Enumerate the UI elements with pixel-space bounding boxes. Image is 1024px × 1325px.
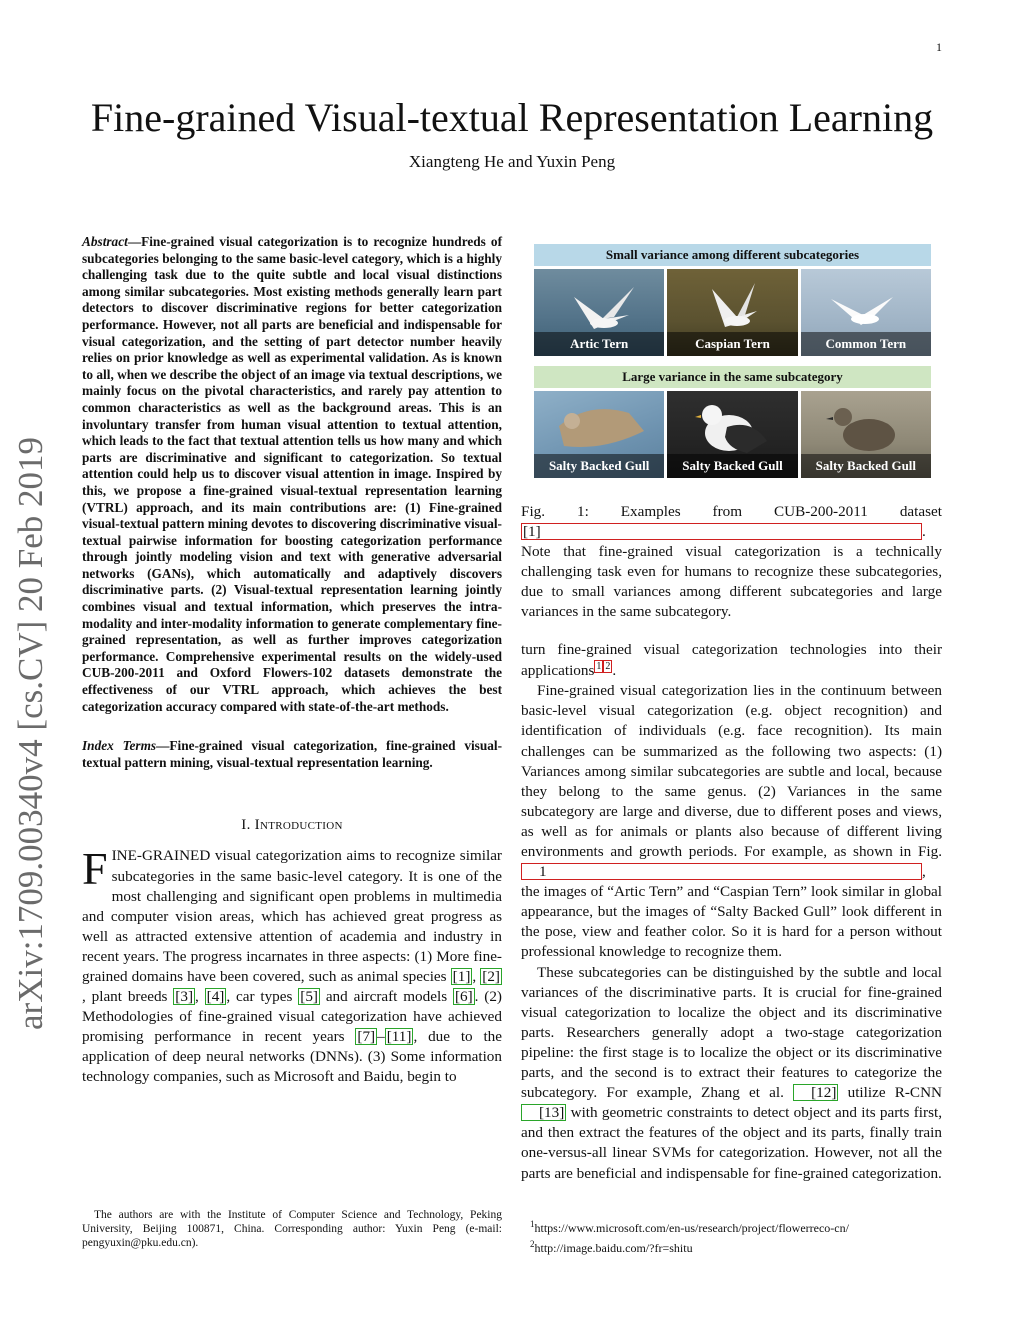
gull-label: Salty Backed Gull — [534, 454, 664, 478]
body-text: Fine-grained visual categorization lies in the continuum between basic-level visual categorization (e.g. object recognition) and identification of individuals (e.g. face recognition). Its main challenges can be summarized as the following two aspects: (1) Variances among similar subcategories are subtle and local, because they belong to the same genus. (2) Variances in the same subcategory are large and diverse, due to different poses and views, as well as for animals or plants also because of different living environments and growth periods. For example, as shown in Fig. — [521, 682, 942, 860]
url-footnotes — [530, 1216, 950, 1256]
body-text: . — [612, 662, 617, 680]
figure-1 — [534, 244, 931, 488]
caption-text: . Note that fine-grained visual categorization is a technically challenging task even for humans to recognize these subcategories, due to small variances among different subcategories and large variances in the same subcategory. — [521, 523, 942, 621]
footnote-url[interactable]: http://image.baidu.com/?fr=shitu — [534, 1241, 693, 1255]
body-text: with geometric constraints to detect object and its parts first, and then extract the features of the object and its parts, finally train one-versus-all linear SVMs for categorization. However, not all the parts are beneficial and indispensable for fine-grained categorization. — [521, 1104, 942, 1182]
separator: , — [195, 988, 205, 1006]
right-column — [521, 640, 942, 1184]
abstract-label: Abstract — [82, 234, 128, 249]
abstract-text: —Fine-grained visual categorization is to recognize hundreds of subcategories belonging to the same basic-level category, which is a highly challenging task due to the quite subtle and local visual distinctions among similar subcategories. Most existing methods generally learn part detectors to discover discriminative regions for better categorization performance. However, not all parts are beneficial and indispensable for visual categorization, and the setting of part detector number heavily relies on prior knowledge as well as experimental validation. As is known to all, when we describe the object of an image via textual descriptions, we mainly focus on the pivotal characteristics, and rarely pay attention to common characteristics as well as the background areas. This is an involuntary transfer from human visual attention to textual attention, which leads to the fact that textual attention tells us how many and which parts are discriminative and significant to categorization. So textual attention could help us to discover visual attention in image. Inspired by this, we propose a fine-grained visual-textual representation learning (VTRL) approach, and its main contributions are: (1) Fine-grained visual-textual pattern mining devotes to discovering discriminative visual-textual pairwise information for boosting categorization performance through jointly modeling vision and text with generative adversarial networks (GANs), which automatically and adaptively discovers discriminative parts. (2) Visual-textual representation learning jointly combines visual and textual information, which preserves the intra-modality and inter-modality information to generate complementary fine-grained representation, as well as further improves categorization performance. Comprehensive experimental results on the widely-used CUB-200-2011 and Oxford Flowers-102 datasets demonstrate the effectiveness of our VTRL approach, which achieves the best categorization accuracy compared with state-of-the-art methods. — [82, 234, 502, 714]
page-number: 1 — [936, 40, 942, 54]
footnote-item — [530, 1216, 950, 1236]
gull-image — [534, 391, 664, 478]
citation-link[interactable]: [11] — [386, 1028, 412, 1046]
dropcap: F — [82, 843, 108, 895]
body-text: These subcategories can be distinguished by the subtle and local variances of the discriminative parts. It is crucial for fine-grained visual categorization to localize the object and its discriminative parts. Researchers generally adopt a two-stage categorization pipeline: the first stage is to localize the object or its discriminative parts, and the second is to extract their features to categorize the subcategory. For example, Zhang et al. — [521, 963, 942, 1102]
intro-text: , due to the application of deep neural networks (DNNs). (3) Some information technology companies, such as Microsoft and Baidu, begin to — [82, 1028, 503, 1086]
tern-row — [534, 269, 931, 356]
citation-link[interactable]: [13] — [521, 1104, 566, 1121]
gull-label: Salty Backed Gull — [801, 454, 931, 478]
intro-text: INE-GRAINED visual categorization aims to recognize similar subcategories in the same basic-level category. It is one of the most challenging and significant open problems in multimedia and computer vision areas, which has achieved great progress as well as attracted extensive attention of academia and industry in recent years. The progress incarnates in three aspects: (1) More fine-grained domains have been covered, such as animal species — [82, 847, 502, 985]
index-terms-text: —Fine-grained visual categorization, fine-grained visual-textual pattern mining, visual-textual representation learning. — [82, 738, 502, 770]
gull-label: Salty Backed Gull — [667, 454, 797, 478]
author-footnote-text: The authors are with the Institute of Computer Science and Technology, Peking University, Beijing 100871, China. Corresponding author: Yuxin Peng (e-mail: pengyuxin@pku.edu.cn). — [82, 1209, 502, 1250]
intro-paragraph — [82, 843, 503, 1087]
tern-image — [667, 269, 797, 356]
gull-row — [534, 391, 931, 478]
tern-label: Common Tern — [801, 332, 931, 356]
citation-link[interactable]: [1] — [521, 523, 922, 540]
arxiv-identifier: arXiv:1709.00340v4 [cs.CV] 20 Feb 2019 — [11, 436, 50, 1030]
footnote-mark: 2 — [530, 1239, 535, 1249]
tern-image — [534, 269, 664, 356]
separator: , — [472, 967, 481, 985]
citation-link[interactable]: [12] — [793, 1084, 838, 1101]
figure-bottom-bar: Large variance in the same subcategory — [534, 366, 931, 388]
gull-image — [667, 391, 797, 478]
footnote-link[interactable]: 2 — [605, 661, 611, 673]
footnote-mark: 1 — [530, 1219, 535, 1229]
intro-text: . (2) Methodologies of fine-grained visual categorization have achieved promising performance in recent years — [82, 988, 502, 1046]
citation-link[interactable]: [3] — [175, 988, 194, 1006]
footnote-item — [530, 1236, 950, 1256]
author-footnote — [82, 1208, 502, 1251]
intro-text: , plant breeds — [82, 988, 174, 1006]
abstract — [82, 234, 502, 715]
paper-title: Fine-grained Visual-textual Representation Learning — [90, 95, 934, 140]
citation-link[interactable]: [2] — [482, 967, 500, 985]
intro-text: , car types — [226, 988, 299, 1006]
figure-caption — [521, 502, 942, 623]
index-terms — [82, 738, 502, 771]
figure-top-bar: Small variance among different subcategories — [534, 244, 931, 266]
citation-link[interactable]: [4] — [206, 988, 225, 1006]
tern-image — [801, 269, 931, 356]
intro-text: and aircraft models — [319, 988, 453, 1006]
footnote-url[interactable]: https://www.microsoft.com/en-us/research/project/flowerreco-cn/ — [534, 1221, 849, 1235]
index-terms-label: Index Terms — [82, 738, 157, 754]
citation-link[interactable]: [6] — [454, 988, 473, 1006]
body-text: , the images of “Artic Tern” and “Caspian Tern” look similar in global appearance, but the images of “Salty Backed Gull” look different in the pose, view and feather color. So it is hard for a person without professional knowledge to recognize them. — [521, 863, 942, 961]
body-text: turn fine-grained visual categorization technologies into their applications — [521, 641, 942, 680]
section-heading-introduction: I. Introduction — [241, 817, 343, 834]
figure-link[interactable]: 1 — [521, 863, 922, 880]
authors: Xiangteng He and Yuxin Peng — [408, 152, 616, 171]
tern-label: Caspian Tern — [667, 332, 797, 356]
gull-image — [801, 391, 931, 478]
caption-text: Fig. 1: Examples from CUB-200-2011 dataset — [521, 503, 942, 520]
citation-link[interactable]: [1] — [452, 967, 471, 985]
separator: – — [377, 1028, 385, 1046]
left-column — [82, 234, 502, 1088]
citation-link[interactable]: [5] — [300, 988, 318, 1006]
tern-label: Artic Tern — [534, 332, 664, 356]
citation-link[interactable]: [7] — [357, 1028, 376, 1046]
footnote-link[interactable]: 1 — [596, 661, 602, 673]
body-text: utilize R-CNN — [838, 1084, 943, 1102]
